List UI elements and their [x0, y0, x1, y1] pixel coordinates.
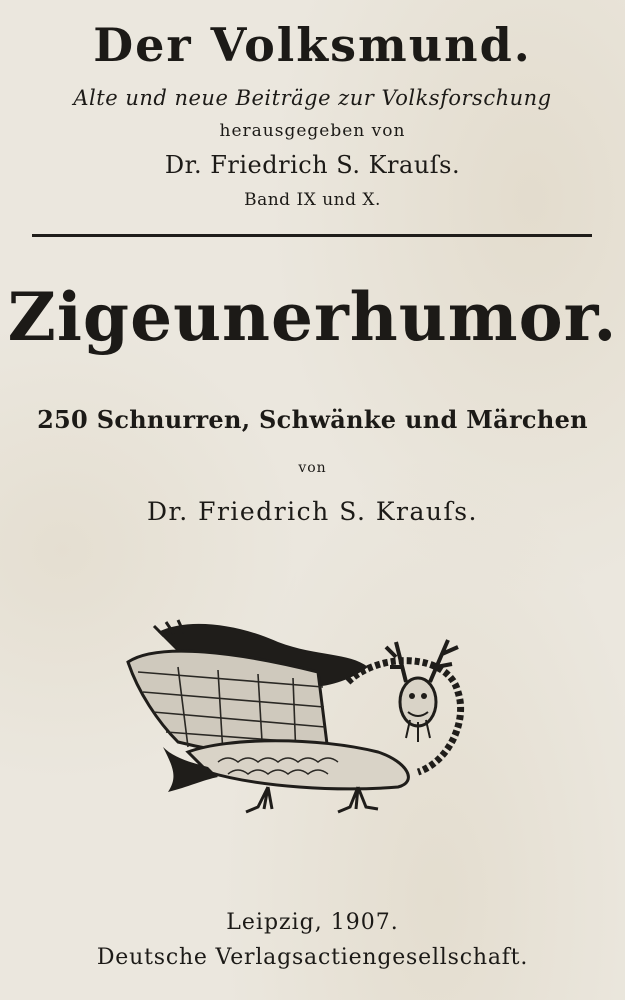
book-title: Zigeunerhumor.	[7, 278, 618, 356]
series-subtitle: Alte und neue Beiträge zur Volksforschung	[73, 86, 552, 110]
author-prefix: von	[298, 460, 327, 476]
book-author: Dr. Friedrich S. Krauſs.	[146, 497, 479, 526]
imprint-place-year: Leipzig, 1907.	[226, 910, 399, 935]
series-volume: Band IX und X.	[244, 190, 381, 210]
imprint-publisher: Deutsche Verlagsactiengesellschaft.	[96, 945, 529, 970]
series-editor: Dr. Friedrich S. Krauſs.	[164, 151, 461, 179]
series-editor-prefix: herausgegeben von	[219, 121, 406, 141]
series-title: Der Volksmund.	[93, 18, 532, 72]
divider-rule	[32, 234, 592, 237]
book-subtitle: 250 Schnurren, Schwänke und Märchen	[37, 405, 588, 434]
winged-dragon-icon	[118, 612, 478, 822]
